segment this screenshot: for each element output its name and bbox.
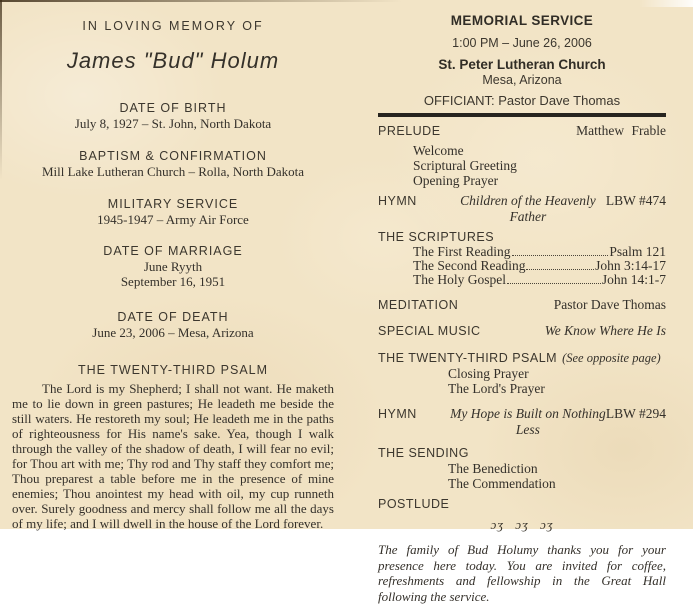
special-music-row [378, 323, 666, 339]
section-military-service [8, 197, 338, 227]
psalm-label: THE TWENTY-THIRD PSALM [378, 351, 558, 365]
section-heading: DATE OF MARRIAGE [103, 244, 243, 258]
psalm-item: Closing Prayer [448, 366, 529, 381]
sending-items [448, 461, 666, 491]
dot-leader [526, 269, 594, 270]
meditation-row [378, 297, 666, 313]
special-music-label: SPECIAL MUSIC [378, 324, 481, 338]
hymn-row-1 [378, 193, 666, 225]
scripture-name: The Holy Gospel [413, 272, 506, 287]
left-page [0, 0, 346, 529]
sending-item: The Benediction [448, 461, 538, 476]
officiant-line: OFFICIANT: Pastor Dave Thomas [423, 93, 621, 108]
order-of-service [378, 123, 666, 604]
section-date-of-death [8, 310, 338, 340]
scripture-ref: John 3:14-17 [595, 258, 666, 273]
closing-message: The family of Bud Holumy thanks you for your presence here today. You are invited for coffee, refreshments and fellowship in the Great Hall following the service. [378, 542, 666, 604]
psalm-row [378, 351, 666, 366]
section-heading: MILITARY SERVICE [107, 197, 239, 211]
service-datetime: 1:00 PM – June 26, 2006 [452, 36, 592, 50]
psalm-item: The Lord's Prayer [448, 381, 545, 396]
prelude-item: Opening Prayer [413, 173, 499, 188]
memorial-line: IN LOVING MEMORY OF [82, 19, 264, 33]
scripture-row [413, 259, 666, 273]
sending-item: The Commendation [448, 476, 556, 491]
prelude-item: Welcome [413, 143, 464, 158]
scripture-row [413, 273, 666, 287]
prelude-row [378, 123, 666, 139]
scripture-name: The Second Reading [413, 258, 526, 273]
hymn-number: LBW #474 [605, 193, 666, 208]
section-heading: DATE OF DEATH [117, 310, 229, 324]
dot-leader [512, 255, 609, 256]
section-line: Mill Lake Lutheran Church – Rolla, North Dakota [41, 164, 305, 179]
right-page [346, 0, 693, 604]
psalm-heading: THE TWENTY-THIRD PSALM [77, 363, 269, 377]
sending-block [378, 446, 666, 491]
hymn-number: LBW #294 [605, 406, 666, 421]
prelude-performer: Matthew Frable [576, 123, 666, 138]
dot-leader [507, 283, 601, 284]
scripture-ref: Psalm 121 [609, 244, 666, 259]
meditation-label: MEDITATION [378, 298, 459, 312]
section-heading: BAPTISM & CONFIRMATION [79, 149, 267, 163]
psalm-text: The Lord is my Shepherd; I shall not want. He maketh me to lie down in green pastures; He leadeth me beside the still waters. He restoreth my soul; He leadeth me in the paths of righteousness for His name's sake. Yea, though I walk through the valley of the shadow of death, I will fear no evil; for Thou art with me; Thy rod and Thy staff they comfort me; Thou preparest a table before me in the presence of mine enemies; Thou anointest my head with oil, my cup runneth over. Surely goodness and mercy shall follow me all the days of my life; and I will dwell in the house of the Lord forever. [12, 381, 334, 531]
header-divider-rule [378, 113, 666, 117]
section-heading: DATE OF BIRTH [119, 101, 227, 115]
scriptures-label: THE SCRIPTURES [378, 230, 495, 244]
section-line: June Ryyth [143, 259, 203, 274]
scripture-name: The First Reading [413, 244, 511, 259]
fleuron-ornament: ɔʒ ɔʒ ɔʒ [490, 517, 554, 532]
service-title: MEMORIAL SERVICE [450, 13, 594, 28]
psalm-block [378, 351, 666, 396]
sending-label: THE SENDING [378, 446, 469, 460]
hymn-label: HYMN [378, 407, 417, 421]
psalm-items [448, 366, 666, 396]
section-psalm [8, 363, 338, 531]
church-name: St. Peter Lutheran Church [438, 57, 606, 72]
section-line: September 16, 1951 [120, 274, 226, 289]
section-date-of-marriage [8, 244, 338, 289]
hymn-title: Children of the Heavenly Father [460, 193, 596, 224]
section-date-of-birth [8, 101, 338, 131]
meditation-speaker: Pastor Dave Thomas [553, 297, 666, 312]
scriptures-block [378, 230, 666, 287]
postlude-label: POSTLUDE [378, 497, 450, 511]
psalm-note: (See opposite page) [562, 351, 661, 365]
section-line: July 8, 1927 – St. John, North Dakota [74, 116, 272, 131]
prelude-item: Scriptural Greeting [413, 158, 517, 173]
section-line: June 23, 2006 – Mesa, Arizona [92, 325, 254, 340]
section-baptism-confirmation [8, 149, 338, 179]
deceased-name: James "Bud" Holum [66, 48, 280, 73]
section-line: 1945-1947 – Army Air Force [97, 212, 249, 227]
hymn-title: My Hope is Built on Nothing Less [450, 406, 606, 437]
service-header [378, 12, 666, 109]
hymn-label: HYMN [378, 194, 417, 208]
prelude-items [413, 143, 666, 188]
special-music-title: We Know Where He Is [544, 323, 666, 338]
scripture-ref: John 14:1-7 [601, 272, 666, 287]
church-location: Mesa, Arizona [482, 73, 562, 87]
scripture-row [413, 245, 666, 259]
hymn-row-2 [378, 406, 666, 438]
prelude-label: PRELUDE [378, 124, 441, 138]
